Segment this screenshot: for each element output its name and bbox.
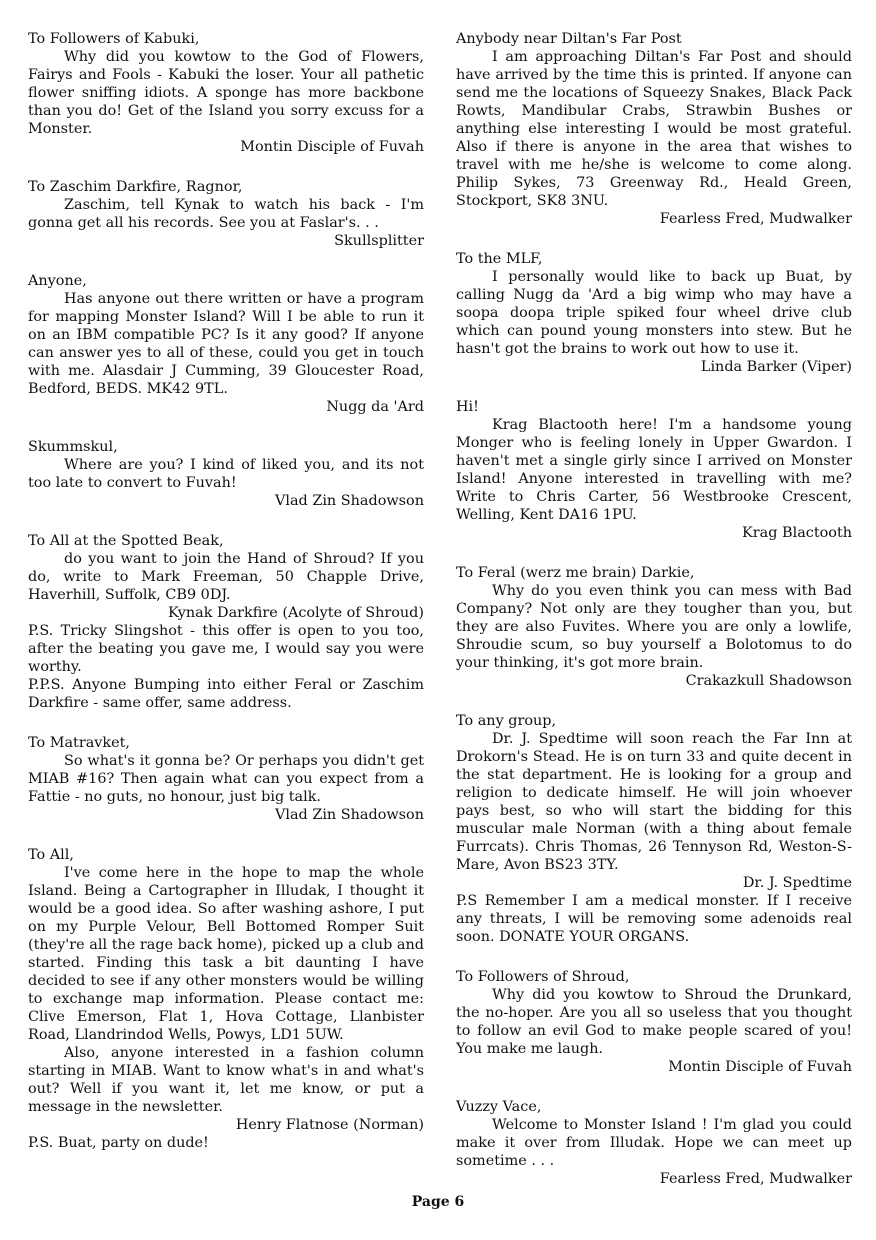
- left-column: [28, 30, 424, 1174]
- letter-body: Also, anyone interested in a fashion column starting in MIAB. Want to know what's in and what's out? Well if you want it, let me know, or put a message in the newsletter.: [28, 1045, 424, 1115]
- letter: [28, 846, 424, 1152]
- letter-body: Welcome to Monster Island ! I'm glad you could make it over from Illudak. Hope we can meet up sometime . . .: [456, 1117, 852, 1169]
- letter-body: I've come here in the hope to map the whole Island. Being a Cartographer in Illudak, I thought it would be a good idea. So after washing ashore, I put on my Purple Velour, Bell Bottomed Romper Suit (they're all the rage back home), picked up a club and started. Finding this task a bit daunting I have decided to see if any other monsters would be willing to exchange map information. Please contact me: Clive Emerson, Flat 1, Hova Cottage, Llanbister Road, Llandrindod Wells, Powys, LD1 5UW.: [28, 865, 424, 1043]
- letter-body: So what's it gonna be? Or perhaps you didn't get MIAB #16? Then again what can you expect from a Fattie - no guts, no honour, just big talk.: [28, 753, 424, 805]
- letter-signature: Linda Barker (Viper): [700, 359, 852, 375]
- letter-signature: Henry Flatnose (Norman): [235, 1117, 424, 1133]
- letter-salutation: To Followers of Shroud,: [456, 969, 630, 985]
- letter-postscript: P.S Remember I am a medical monster. If I receive any threats, I will be removing some adenoids real soon. DONATE YOUR ORGANS.: [456, 893, 852, 945]
- letter: [28, 30, 424, 156]
- letter-salutation: To Zaschim Darkfire, Ragnor,: [28, 179, 243, 195]
- letter: [28, 438, 424, 510]
- letter-signature: Fearless Fred, Mudwalker: [659, 211, 852, 227]
- letter-signature: Fearless Fred, Mudwalker: [659, 1171, 852, 1187]
- letter-postscript: P.P.S. Anyone Bumping into either Feral or Zaschim Darkfire - same offer, same address.: [28, 677, 424, 711]
- letter-salutation: To Matravket,: [28, 735, 130, 751]
- letter-postscript: P.S. Tricky Slingshot - this offer is open to you too, after the beating you gave me, I would say you were worthy.: [28, 623, 424, 675]
- letter: [456, 398, 852, 542]
- letter-salutation: To Feral (werz me brain) Darkie,: [456, 565, 695, 581]
- letter: [28, 178, 424, 250]
- letter-signature: Montin Disciple of Fuvah: [240, 139, 424, 155]
- letter-body: Krag Blactooth here! I'm a handsome young Monger who is feeling lonely in Upper Gwardon. I haven't met a single girly since I arrived on Monster Island! Anyone interested in travelling with me? Write to Chris Carter, 56 Westbrooke Crescent, Welling, Kent DA16 1PU.: [456, 417, 852, 523]
- letter-signature: Crakazkull Shadowson: [685, 673, 852, 689]
- letter: [456, 564, 852, 690]
- letter: [456, 968, 852, 1076]
- letter: [28, 272, 424, 416]
- letter-salutation: Anyone,: [28, 273, 87, 289]
- letter-signature: Vlad Zin Shadowson: [274, 807, 424, 823]
- letter-signature: Vlad Zin Shadowson: [274, 493, 424, 509]
- right-column: [456, 30, 852, 1210]
- letter-postscript: P.S. Buat, party on dude!: [28, 1135, 209, 1151]
- letter-body: Why did you kowtow to Shroud the Drunkard, the no-hoper. Are you all so useless that you thought to follow an evil God to make people scared of you! You make me laugh.: [456, 987, 852, 1057]
- letter-salutation: To All at the Spotted Beak,: [28, 533, 224, 549]
- letter-signature: Nugg da 'Ard: [326, 399, 424, 415]
- letter-body: do you want to join the Hand of Shroud? If you do, write to Mark Freeman, 50 Chapple Drive, Haverhill, Suffolk, CB9 0DJ.: [28, 551, 424, 603]
- letter-salutation: To All,: [28, 847, 74, 863]
- letter-signature: Skullsplitter: [334, 233, 424, 249]
- letter-salutation: To the MLF,: [456, 251, 543, 267]
- letter-salutation: To Followers of Kabuki,: [28, 31, 200, 47]
- letter-body: Dr. J. Spedtime will soon reach the Far Inn at Drokorn's Stead. He is on turn 33 and quite decent in the stat department. He is looking for a group and religion to dedicate himself. He will join whoever pays best, so who will start the bidding for this muscular male Norman (with a thing about female Furrcats). Chris Thomas, 26 Tennyson Rd, Weston-S-Mare, Avon BS23 3TY.: [456, 731, 852, 873]
- letter-body: I personally would like to back up Buat, by calling Nugg da 'Ard a big wimp who may have a soopa doopa triple spiked four wheel drive club which can pound young monsters into stew. But he hasn't got the brains to work out how to use it.: [456, 269, 852, 357]
- letter: [456, 30, 852, 228]
- letter-signature: Dr. J. Spedtime: [742, 875, 852, 891]
- letter: [456, 1098, 852, 1188]
- letter-salutation: Skummskul,: [28, 439, 118, 455]
- letter-salutation: Vuzzy Vace,: [456, 1099, 542, 1115]
- letter-body: I am approaching Diltan's Far Post and should have arrived by the time this is printed. If anyone can send me the locations of Squeezy Snakes, Black Pack Rowts, Mandibular Crabs, Strawbin Bushes or anything else interesting I would be most grateful. Also if there is anyone in the area that wishes to travel with me he/she is welcome to come along. Philip Sykes, 73 Greenway Rd., Heald Green, Stockport, SK8 3NU.: [456, 49, 852, 209]
- letter-body: Has anyone out there written or have a program for mapping Monster Island? Will I be able to run it on an IBM compatible PC? Is it any good? If anyone can answer yes to all of these, could you get in touch with me. Alasdair J Cumming, 39 Gloucester Road, Bedford, BEDS. MK42 9TL.: [28, 291, 424, 397]
- letter-body: Where are you? I kind of liked you, and its not too late to convert to Fuvah!: [28, 457, 424, 491]
- letter-signature: Krag Blactooth: [742, 525, 852, 541]
- letter: [28, 734, 424, 824]
- letter-body: Why did you kowtow to the God of Flowers, Fairys and Fools - Kabuki the loser. Your all pathetic flower sniffing idiots. A sponge has more backbone than you do! Get of the Island you sorry excuss for a Monster.: [28, 49, 424, 137]
- letter-salutation: To any group,: [456, 713, 557, 729]
- letter: [456, 250, 852, 376]
- letter-signature: Montin Disciple of Fuvah: [668, 1059, 852, 1075]
- letter-signature: Kynak Darkfire (Acolyte of Shroud): [167, 605, 424, 621]
- letter: [28, 532, 424, 712]
- letter-salutation: Anybody near Diltan's Far Post: [456, 31, 682, 47]
- letter-body: Zaschim, tell Kynak to watch his back - I'm gonna get all his records. See you at Faslar's. . .: [28, 197, 424, 231]
- letter-salutation: Hi!: [456, 399, 479, 415]
- letter: [456, 712, 852, 946]
- letter-body: Why do you even think you can mess with Bad Company? Not only are they tougher than you, but they are also Fuvites. Where you are only a lowlife, Shroudie scum, so buy yourself a Bolotomus to do your thinking, it's got more brain.: [456, 583, 852, 671]
- page-number: Page 6: [411, 1194, 465, 1210]
